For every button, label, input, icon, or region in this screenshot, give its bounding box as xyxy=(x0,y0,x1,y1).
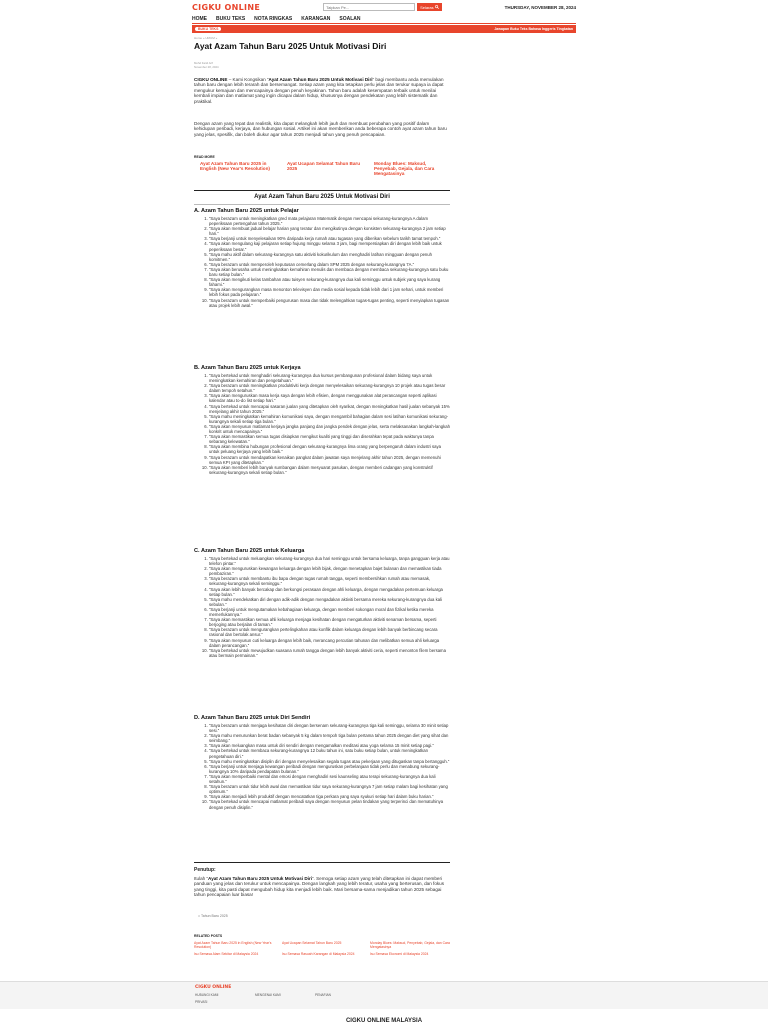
list-item: 10. “Saya bertekad untuk mencapai matlamat peribadi saya dengan menyusun pelan tindakan yang terperinci dan mematuhinya dengan penuh disiplin.” xyxy=(209,799,450,809)
conclusion-prefix: Itulah “ xyxy=(194,876,209,881)
related-posts xyxy=(194,934,450,956)
footer-link[interactable]: MENGENAI KAMI xyxy=(255,993,281,997)
section-list-d xyxy=(194,723,450,810)
section-list-b xyxy=(194,373,450,475)
list-item: 10. “Saya bertekad untuk mewujudkan suasana rumah tangga dengan lebih banyak aktiviti ceria, seperti menonton filem bersama atau bermain permainan.” xyxy=(209,648,450,658)
author-name[interactable]: Mohd Farid Arif xyxy=(194,61,213,65)
page-title: Ayat Azam Tahun Baru 2025 Untuk Motivasi Diri xyxy=(194,41,387,51)
footer-link[interactable]: PRIVASI xyxy=(195,1000,208,1004)
breadcrumb-separator-icon: » xyxy=(202,36,206,40)
list-item: 2. “Saya akan menguruskan kewangan keluarga dengan lebih bijak, dengan menetapkan bajet bulanan dan memastikan tiada pembaziran.” xyxy=(209,566,450,576)
section-heading-d: D. Azam Tahun Baru 2025 untuk Diri Sendiri xyxy=(194,715,311,721)
list-item: 7. “Saya akan memperbaiki mental dan emosi dengan menghadiri sesi kaunseling atau terapi sekurang-kurangnya dua kali setahun.” xyxy=(209,774,450,784)
intro-sep: – Kami Kongsikan “ xyxy=(227,77,269,82)
byline xyxy=(194,62,450,69)
main-nav xyxy=(192,14,576,24)
intro-lead: CIGKU ONLINE xyxy=(194,77,228,82)
site-footer xyxy=(0,981,768,1024)
footer-links xyxy=(195,993,355,1004)
search-icon xyxy=(435,5,439,9)
related-posts-label: RELATED POSTS xyxy=(194,934,223,938)
list-item: 1. “Saya bertekad untuk menghadiri sekurang-kurangnya dua kursus pembangunan profesional dalam bidang saya untuk meningkatkan kemahiran dan pengetahuan.” xyxy=(209,373,450,383)
list-item: 7. “Saya akan memastikan semua tugas disiapkan mengikut kualiti yang tinggi dan diserahkan tepat pada waktunya tanpa sebarang kelewatan.” xyxy=(209,434,450,444)
list-item: 5. “Saya mahu meningkatkan kemahiran komunikasi saya, dengan mengambil bahagian dalam sesi latihan komunikasi sekurang-kurangnya sekali setiap tiga bulan.” xyxy=(209,414,450,424)
list-item: 2. “Saya mahu menurunkan berat badan sebanyak 5 kg dalam tempoh tiga bulan pertama tahun 2025 dengan diet yang sihat dan seimbang.” xyxy=(209,733,450,743)
list-item: 3. “Saya berjanji untuk menyelesaikan 90% daripada kerja rumah atau tugasan yang diberikan sebelum tarikh tamat tempoh.” xyxy=(209,236,450,241)
section-list-c xyxy=(194,556,450,658)
list-item: 3. “Saya akan meluangkan masa untuk diri sendiri dengan mengamalkan meditasi atau yoga selama 15 minit setiap pagi.” xyxy=(209,743,450,748)
nav-home[interactable]: HOME xyxy=(192,15,207,22)
section-list-a xyxy=(194,216,450,308)
list-item: 6. “Saya berazam untuk memperoleh keputusan cemerlang dalam SPM 2025 dengan sekurang-kurangnya 7A.” xyxy=(209,262,450,267)
ticker-headline[interactable]: Jawapan Buku Teks Bahasa Inggeris Tingkatan xyxy=(494,27,573,31)
post-tag xyxy=(194,914,450,918)
list-item: 1. “Saya berazam untuk menjaga kesihatan diri dengan bersenam sekurang-kurangnya tiga kali seminggu, selama 30 minit setiap sesi.” xyxy=(209,723,450,733)
publish-date: November 28, 2024 xyxy=(194,64,219,69)
site-logo[interactable]: CIGKU ONLINE xyxy=(192,2,261,12)
list-item: 4. “Saya akan mengulang kaji pelajaran setiap hujung minggu selama 3 jam, bagi mempersiapkan diri dengan lebih baik untuk peperiksaan besar.” xyxy=(209,241,450,251)
list-item: 5. “Saya mahu meningkatkan disiplin diri dengan menyelesaikan segala tugas atau pekerjaan yang ditugaskan tanpa bertangguh.” xyxy=(209,759,450,764)
footer-brand: CIGKU ONLINE MALAYSIA xyxy=(345,1018,423,1024)
list-item: 3. “Saya berazam untuk membantu ibu bapa dengan tugas rumah tangga, seperti membersihkan rumah atau memasak, sekurang-kurangnya sekali seminggu.” xyxy=(209,576,450,586)
second-paragraph: Dengan azam yang tepat dan realistik, kita dapat melangkah lebih jauh dan membuat perubahan yang positif dalam kehidupan peribadi, kerjaya, dan hubungan sosial. Artikel ini akan memberikan anda beberapa contoh ayat azam tahun baru yang jelas, spesifik, dan boleh diukur agar tahun 2025 menjadi tahun yang penuh pencapaian. xyxy=(194,121,447,137)
related-post-link[interactable]: Monday Blues: Maksud, Penyebab, Gejala, dan Cara Mengatasinya xyxy=(370,941,450,949)
breadcrumb-category[interactable]: UMUM xyxy=(205,36,215,40)
list-item: 6. “Saya berjanji untuk mengutamakan kebahagiaan keluarga, dengan memberi sokongan moral dan fizikal ketika mereka memerlukannya.” xyxy=(209,607,450,617)
footer-logo[interactable]: CIGKU ONLINE xyxy=(195,985,232,990)
intro-bold: Ayat Azam Tahun Baru 2025 Untuk Motivasi Diri xyxy=(268,77,373,82)
list-item: 8. “Saya berazam untuk tidur lebih awal dan memastikan tidur saya sekurang-kurangnya 7 jam setiap malam bagi kesihatan yang optimum.” xyxy=(209,784,450,794)
read-more-item[interactable]: Ayat Ucapan Selamat Tahun Baru 2025 xyxy=(287,161,361,172)
list-item: 3. “Saya akan menguruskan masa kerja saya dengan lebih efisien, dengan menggunakan alat perancangan seperti aplikasi kalendar atau to-do list setiap hari.” xyxy=(209,393,450,403)
footer-link[interactable]: PENAFIAN xyxy=(315,993,331,997)
search-box xyxy=(323,3,442,11)
conclusion-bold: Ayat Azam Tahun Baru 2025 Untuk Motivasi Diri xyxy=(208,876,313,881)
read-more-item[interactable]: Monday Blues: Maksud, Penyebab, Gejala, dan Cara Mengatasinya xyxy=(374,161,435,177)
table-top-border xyxy=(194,190,450,191)
table-bottom-border xyxy=(194,862,450,863)
table-title-divider xyxy=(194,204,450,205)
list-item: 1. “Saya bertekad untuk meluangkan sekurang-kurangnya dua hari seminggu untuk bersama keluarga, tanpa gangguan kerja atau telefon pintar.” xyxy=(209,556,450,566)
list-item: 10. “Saya berazam untuk memperbaiki pengurusan masa dan tidak melengahkan tugas-tugas penting, seperti menyiapkan tugasan atau projek lebih awal.” xyxy=(209,298,450,308)
search-button-label: Selaras xyxy=(420,4,434,10)
list-item: 7. “Saya akan memastikan semua ahli keluarga menjaga kesihatan dengan mengaturkan aktiviti senaman bersama, seperti berjoging atau berjalan di taman.” xyxy=(209,617,450,627)
read-more-label: READ MORE xyxy=(194,155,215,159)
list-item: 8. “Saya berazam untuk mengurangkan pertelingkahan atau konflik dalam keluarga dengan lebih banyak berbincang secara rasional dan bertolak ansur.” xyxy=(209,627,450,637)
list-item: 6. “Saya berjanji untuk menjaga kewangan peribadi dengan menguruskan perbelanjaan tidak perlu dan menabung sekurang-kurangnya 10% daripada pendapatan bulanan.” xyxy=(209,764,450,774)
related-post-link[interactable]: Isu Semasa Alam Sekitar di Malaysia 2024 xyxy=(194,952,259,956)
list-item: 10. “Saya akan memberi lebih banyak sumbangan dalam mesyuarat pasukan, dengan memberi cadangan yang konstruktif sekurang-kurangnya sekali setiap bulan.” xyxy=(209,465,450,475)
current-date: THURSDAY, NOVEMBER 28, 2024 xyxy=(504,4,576,10)
conclusion-paragraph xyxy=(194,876,450,898)
breadcrumb xyxy=(194,36,450,40)
section-heading-c: C. Azam Tahun Baru 2025 untuk Keluarga xyxy=(194,548,305,554)
list-item: 1. “Saya berazam untuk meningkatkan gred mata pelajaran Matematik dengan mencapai sekurang-kurangnya A dalam peperiksaan pertengahan tahun 2025.” xyxy=(209,216,450,226)
breadcrumb-separator-icon: » xyxy=(215,36,218,40)
tag-link[interactable]: Tahun Baru 2025 xyxy=(201,914,228,918)
nav-soalan[interactable]: SOALAN xyxy=(339,15,361,22)
footer-link[interactable]: HUBUNGI KAMI xyxy=(195,993,219,997)
list-item: 2. “Saya berazam untuk meningkatkan produktiviti kerja dengan menyelesaikan sekurang-kurangnya 10 projek atau tugas besar dalam tempoh setahun.” xyxy=(209,383,450,393)
section-heading-a: A. Azam Tahun Baru 2025 untuk Pelajar xyxy=(194,208,299,214)
ticker-label[interactable]: BUKU TEKS xyxy=(195,27,221,31)
list-item: 5. “Saya mahu aktif dalam sekurang-kurangnya satu aktiviti kokurikulum dan menghadiri latihan mingguan dengan penuh komitmen.” xyxy=(209,252,450,262)
conclusion-rest: ”. Semoga setiap azam yang telah ditetapkan ini dapat memberi panduan yang jelas dan terukur untuk mencapainya. Dengan langkah yang lebih teratur, usaha yang berterusan, dan fokus yang tinggi, kita pasti dapat mengubah hidup kita menjadi lebih baik. Mari bersama-sama menjadikan tahun 2025 sebagai tahun pencapaian luar biasa! xyxy=(194,876,445,898)
nav-nota-ringkas[interactable]: NOTA RINGKAS xyxy=(254,15,293,22)
read-more-box xyxy=(194,155,450,177)
list-table-title: Ayat Azam Tahun Baru 2025 Untuk Motivasi Diri xyxy=(254,194,390,200)
list-item: 5. “Saya mahu mendekatkan diri dengan adik-adik dengan mengadakan aktiviti bersama mereka sekurang-kurangnya dua kali sebulan.” xyxy=(209,597,450,607)
intro-paragraph xyxy=(194,77,450,104)
related-post-link[interactable]: Isu Semasa Ekonomi di Malaysia 2024 xyxy=(370,952,429,956)
list-item: 9. “Saya berazam untuk mendapatkan kenaikan pangkat dalam jawatan saya menjelang akhir tahun 2025, dengan memenuhi semua KPI yang ditetapkan.” xyxy=(209,455,450,465)
related-post-link[interactable]: Ayat Azam Tahun Baru 2025 in English (New Year's Resolution) xyxy=(194,941,272,949)
breadcrumb-home[interactable]: Home xyxy=(194,36,203,40)
footer-bottom-bar xyxy=(0,1009,768,1024)
related-post-link[interactable]: Isu Semasa Rasuah Karangan di Malaysia 2024 xyxy=(282,952,355,956)
conclusion-heading: Penutup: xyxy=(194,867,216,873)
nav-karangan[interactable]: KARANGAN xyxy=(301,15,331,22)
list-item: 4. “Saya akan lebih banyak bercakap dan berkongsi perasaan dengan ahli keluarga, dengan mengadakan pertemuan keluarga setiap bulan.” xyxy=(209,587,450,597)
list-item: 6. “Saya akan menyusun matlamat kerjaya jangka panjang dan jangka pendek dengan jelas, serta melaksanakan langkah-langkah konkrit untuk mencapainya.” xyxy=(209,424,450,434)
nav-buku-teks[interactable]: BUKU TEKS xyxy=(216,15,246,22)
related-post-link[interactable]: Ayat Ucapan Selamat Tahun Baru 2025 xyxy=(282,941,342,945)
search-input[interactable] xyxy=(323,3,415,11)
list-item: 4. “Saya bertekad untuk mencapai sasaran jualan yang ditetapkan oleh syarikat, dengan meningkatkan hasil jualan sebanyak 15% menjelang akhir tahun 2025.” xyxy=(209,404,450,414)
list-item: 9. “Saya akan mengurangkan masa menonton televisyen dan media sosial kepada tidak lebih dari 1 jam sehari, untuk memberi lebih fokus pada pelajaran.” xyxy=(209,287,450,297)
list-item: 9. “Saya akan menjadi lebih produktif dengan mencatatkan tiga perkara yang saya syukuri setiap hari dalam buku harian.” xyxy=(209,794,450,799)
intro-rest: ” bagi membantu anda memulakan tahun baru dengan lebih terarah dan bersemangat. Setiap azam yang kita tetapkan perlu jelas dan terukur supaya ia dapat mengukur kemajuan dan mencapainya dengan penuh keyakinan. Tahun baru adalah kesempatan terbaik untuk menilai kembali impian dan matlamat yang ingin dicapai dalam hidup, khususnya dengan pendekatan yang lebih sistematik dan praktikal. xyxy=(194,77,444,104)
top-bar xyxy=(192,0,576,14)
section-heading-b: B. Azam Tahun Baru 2025 untuk Kerjaya xyxy=(194,365,301,371)
search-button[interactable] xyxy=(417,3,442,11)
list-item: 4. “Saya bertekad untuk membaca sekurang-kurangnya 12 buku tahun ini, satu buku setiap bulan, untuk meningkatkan pengetahuan diri.” xyxy=(209,748,450,758)
list-item: 7. “Saya akan berusaha untuk meningkatkan kemahiran menulis dan membaca dengan membaca sekurang-kurangnya satu buku baru setiap bulan.” xyxy=(209,267,450,277)
list-item: 9. “Saya akan menyusun cuti keluarga dengan lebih baik, merancang percutian tahunan dan melibatkan semua ahli keluarga dalam perancangan.” xyxy=(209,638,450,648)
list-item: 8. “Saya akan membina hubungan profesional dengan sekurang-kurangnya lima orang yang berpengaruh dalam industri saya untuk peluang kerjaya yang lebih baik.” xyxy=(209,444,450,454)
list-item: 2. “Saya akan membuat jadual belajar harian yang teratur dan mengikutinya dengan konsisten sekurang-kurangnya 2 jam setiap hari.” xyxy=(209,226,450,236)
read-more-item[interactable]: Ayat Azam Tahun Baru 2025 in English (New Year's Resolution) xyxy=(200,161,270,172)
tag-icon: ⌂ xyxy=(198,914,202,918)
news-ticker xyxy=(192,25,576,33)
list-item: 8. “Saya akan mengikuti kelas tambahan atau tuisyen sekurang-kurangnya dua kali seminggu untuk subjek yang saya kurang fahami.” xyxy=(209,277,450,287)
